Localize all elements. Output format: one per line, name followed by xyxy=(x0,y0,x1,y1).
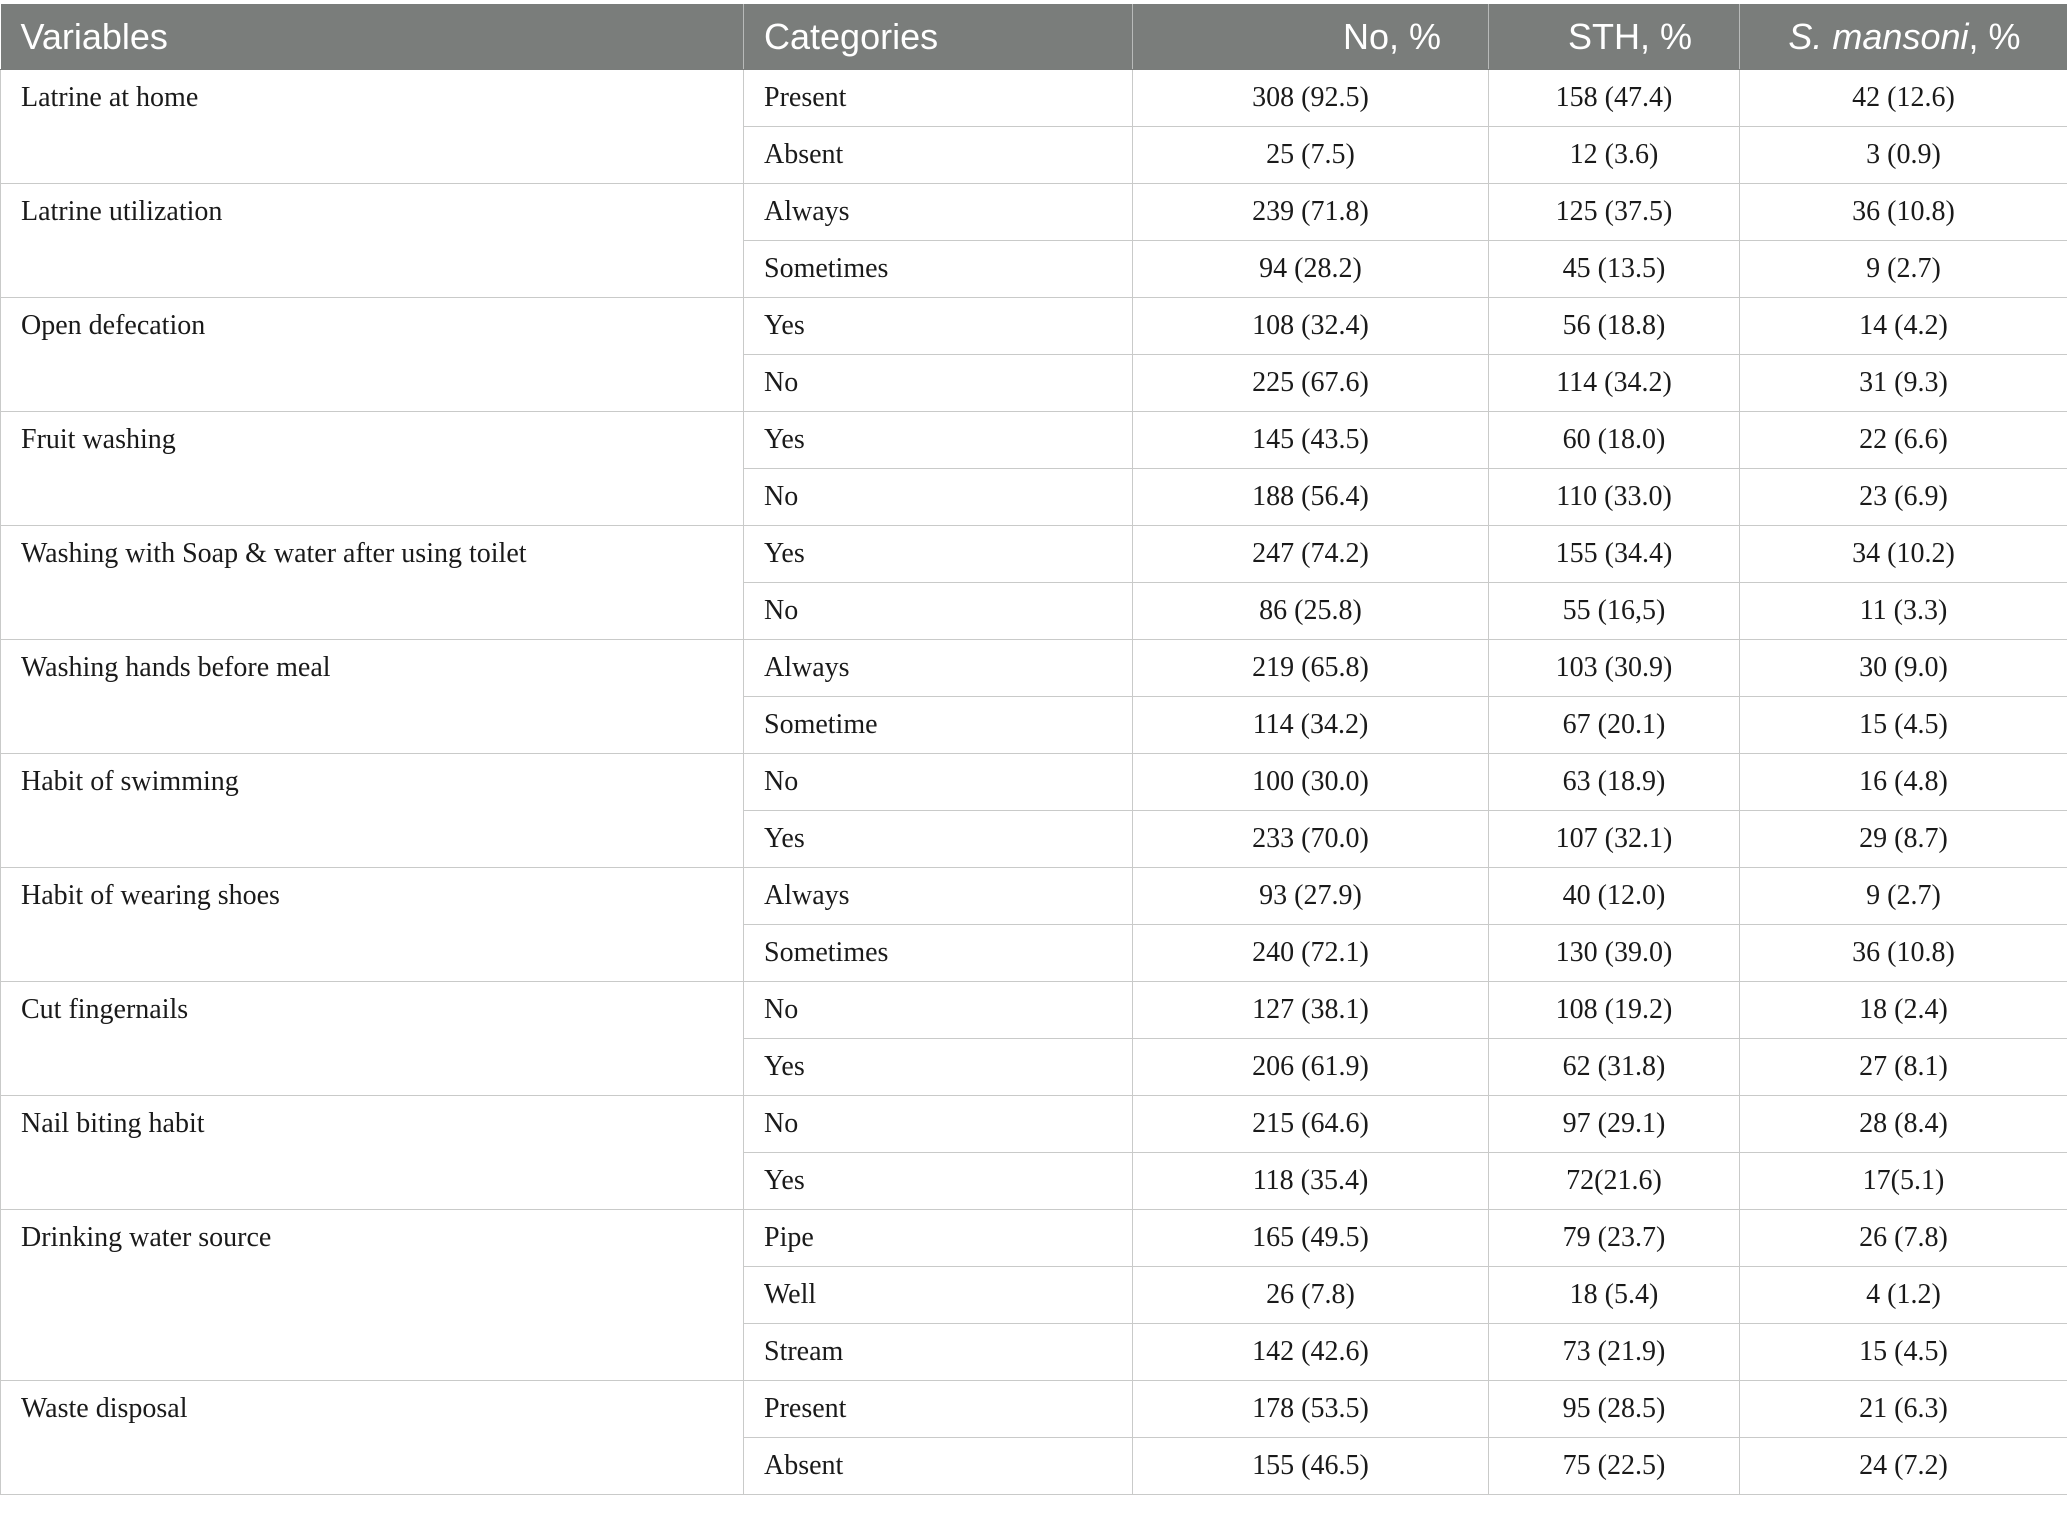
category-cell: Yes xyxy=(744,298,1133,355)
table-row xyxy=(1,412,2067,469)
variable-cell: Latrine at home xyxy=(1,70,744,184)
s-mansoni-percent-cell: 16 (4.8) xyxy=(1740,754,2067,811)
table-row xyxy=(1,526,2067,583)
s-mansoni-percent-cell: 17(5.1) xyxy=(1740,1153,2067,1210)
header-s-mansoni-suffix: , % xyxy=(1968,15,2021,57)
sth-percent-cell: 97 (29.1) xyxy=(1489,1096,1740,1153)
s-mansoni-percent-cell: 31 (9.3) xyxy=(1740,355,2067,412)
no-percent-cell: 114 (34.2) xyxy=(1133,697,1489,754)
table-row xyxy=(1,754,2067,811)
table-body xyxy=(1,70,2067,1495)
sth-percent-cell: 108 (19.2) xyxy=(1489,982,1740,1039)
sth-percent-cell: 55 (16,5) xyxy=(1489,583,1740,640)
category-cell: Absent xyxy=(744,127,1133,184)
category-cell: Present xyxy=(744,1381,1133,1438)
no-percent-cell: 155 (46.5) xyxy=(1133,1438,1489,1495)
variable-cell: Washing hands before meal xyxy=(1,640,744,754)
s-mansoni-percent-cell: 3 (0.9) xyxy=(1740,127,2067,184)
no-percent-cell: 94 (28.2) xyxy=(1133,241,1489,298)
sth-percent-cell: 110 (33.0) xyxy=(1489,469,1740,526)
sth-percent-cell: 45 (13.5) xyxy=(1489,241,1740,298)
category-cell: Yes xyxy=(744,811,1133,868)
s-mansoni-percent-cell: 23 (6.9) xyxy=(1740,469,2067,526)
sth-percent-cell: 75 (22.5) xyxy=(1489,1438,1740,1495)
category-cell: Always xyxy=(744,184,1133,241)
table-header xyxy=(1,4,2067,70)
table-row xyxy=(1,640,2067,697)
no-percent-cell: 142 (42.6) xyxy=(1133,1324,1489,1381)
s-mansoni-percent-cell: 22 (6.6) xyxy=(1740,412,2067,469)
category-cell: Yes xyxy=(744,1153,1133,1210)
s-mansoni-percent-cell: 11 (3.3) xyxy=(1740,583,2067,640)
sth-percent-cell: 103 (30.9) xyxy=(1489,640,1740,697)
no-percent-cell: 178 (53.5) xyxy=(1133,1381,1489,1438)
header-categories: Categories xyxy=(744,4,1133,70)
category-cell: No xyxy=(744,1096,1133,1153)
s-mansoni-percent-cell: 26 (7.8) xyxy=(1740,1210,2067,1267)
no-percent-cell: 108 (32.4) xyxy=(1133,298,1489,355)
variable-cell: Open defecation xyxy=(1,298,744,412)
no-percent-cell: 206 (61.9) xyxy=(1133,1039,1489,1096)
header-sth-percent: STH, % xyxy=(1489,4,1740,70)
table-row xyxy=(1,868,2067,925)
no-percent-cell: 26 (7.8) xyxy=(1133,1267,1489,1324)
category-cell: Yes xyxy=(744,526,1133,583)
s-mansoni-percent-cell: 18 (2.4) xyxy=(1740,982,2067,1039)
s-mansoni-percent-cell: 4 (1.2) xyxy=(1740,1267,2067,1324)
s-mansoni-percent-cell: 28 (8.4) xyxy=(1740,1096,2067,1153)
category-cell: Well xyxy=(744,1267,1133,1324)
no-percent-cell: 118 (35.4) xyxy=(1133,1153,1489,1210)
category-cell: Yes xyxy=(744,412,1133,469)
no-percent-cell: 188 (56.4) xyxy=(1133,469,1489,526)
variable-cell: Cut fingernails xyxy=(1,982,744,1096)
category-cell: Stream xyxy=(744,1324,1133,1381)
sth-percent-cell: 73 (21.9) xyxy=(1489,1324,1740,1381)
s-mansoni-percent-cell: 15 (4.5) xyxy=(1740,1324,2067,1381)
s-mansoni-percent-cell: 24 (7.2) xyxy=(1740,1438,2067,1495)
s-mansoni-percent-cell: 21 (6.3) xyxy=(1740,1381,2067,1438)
s-mansoni-percent-cell: 36 (10.8) xyxy=(1740,925,2067,982)
category-cell: Sometime xyxy=(744,697,1133,754)
s-mansoni-percent-cell: 9 (2.7) xyxy=(1740,241,2067,298)
s-mansoni-percent-cell: 30 (9.0) xyxy=(1740,640,2067,697)
no-percent-cell: 145 (43.5) xyxy=(1133,412,1489,469)
table-row xyxy=(1,1096,2067,1153)
data-table xyxy=(0,4,2067,1495)
header-s-mansoni-italic: S. mansoni xyxy=(1788,15,1969,57)
sth-percent-cell: 114 (34.2) xyxy=(1489,355,1740,412)
table-row xyxy=(1,184,2067,241)
sth-percent-cell: 40 (12.0) xyxy=(1489,868,1740,925)
category-cell: No xyxy=(744,355,1133,412)
header-row xyxy=(1,4,2067,70)
sth-percent-cell: 60 (18.0) xyxy=(1489,412,1740,469)
category-cell: No xyxy=(744,469,1133,526)
sth-percent-cell: 95 (28.5) xyxy=(1489,1381,1740,1438)
table-row xyxy=(1,298,2067,355)
sth-percent-cell: 155 (34.4) xyxy=(1489,526,1740,583)
sth-percent-cell: 67 (20.1) xyxy=(1489,697,1740,754)
no-percent-cell: 93 (27.9) xyxy=(1133,868,1489,925)
category-cell: Present xyxy=(744,70,1133,127)
header-variables: Variables xyxy=(1,4,744,70)
no-percent-cell: 86 (25.8) xyxy=(1133,583,1489,640)
sth-percent-cell: 125 (37.5) xyxy=(1489,184,1740,241)
no-percent-cell: 233 (70.0) xyxy=(1133,811,1489,868)
no-percent-cell: 247 (74.2) xyxy=(1133,526,1489,583)
s-mansoni-percent-cell: 34 (10.2) xyxy=(1740,526,2067,583)
no-percent-cell: 239 (71.8) xyxy=(1133,184,1489,241)
no-percent-cell: 127 (38.1) xyxy=(1133,982,1489,1039)
category-cell: No xyxy=(744,583,1133,640)
s-mansoni-percent-cell: 27 (8.1) xyxy=(1740,1039,2067,1096)
sth-percent-cell: 72(21.6) xyxy=(1489,1153,1740,1210)
variable-cell: Drinking water source xyxy=(1,1210,744,1381)
no-percent-cell: 100 (30.0) xyxy=(1133,754,1489,811)
variable-cell: Habit of swimming xyxy=(1,754,744,868)
sth-percent-cell: 107 (32.1) xyxy=(1489,811,1740,868)
sth-percent-cell: 18 (5.4) xyxy=(1489,1267,1740,1324)
sth-percent-cell: 130 (39.0) xyxy=(1489,925,1740,982)
category-cell: No xyxy=(744,754,1133,811)
sth-percent-cell: 12 (3.6) xyxy=(1489,127,1740,184)
category-cell: Sometimes xyxy=(744,925,1133,982)
table-row xyxy=(1,982,2067,1039)
s-mansoni-percent-cell: 15 (4.5) xyxy=(1740,697,2067,754)
table-row xyxy=(1,1210,2067,1267)
variable-cell: Waste disposal xyxy=(1,1381,744,1495)
s-mansoni-percent-cell: 36 (10.8) xyxy=(1740,184,2067,241)
header-s-mansoni-percent xyxy=(1740,4,2067,70)
sth-percent-cell: 79 (23.7) xyxy=(1489,1210,1740,1267)
category-cell: Always xyxy=(744,868,1133,925)
category-cell: Absent xyxy=(744,1438,1133,1495)
no-percent-cell: 165 (49.5) xyxy=(1133,1210,1489,1267)
variable-cell: Washing with Soap & water after using toilet xyxy=(1,526,744,640)
no-percent-cell: 219 (65.8) xyxy=(1133,640,1489,697)
category-cell: Sometimes xyxy=(744,241,1133,298)
variable-cell: Habit of wearing shoes xyxy=(1,868,744,982)
s-mansoni-percent-cell: 14 (4.2) xyxy=(1740,298,2067,355)
header-no-percent: No, % xyxy=(1133,4,1489,70)
variable-cell: Fruit washing xyxy=(1,412,744,526)
s-mansoni-percent-cell: 29 (8.7) xyxy=(1740,811,2067,868)
no-percent-cell: 308 (92.5) xyxy=(1133,70,1489,127)
category-cell: Always xyxy=(744,640,1133,697)
variable-cell: Latrine utilization xyxy=(1,184,744,298)
variable-cell: Nail biting habit xyxy=(1,1096,744,1210)
category-cell: Pipe xyxy=(744,1210,1133,1267)
sth-percent-cell: 63 (18.9) xyxy=(1489,754,1740,811)
no-percent-cell: 25 (7.5) xyxy=(1133,127,1489,184)
category-cell: Yes xyxy=(744,1039,1133,1096)
sth-percent-cell: 62 (31.8) xyxy=(1489,1039,1740,1096)
s-mansoni-percent-cell: 42 (12.6) xyxy=(1740,70,2067,127)
no-percent-cell: 240 (72.1) xyxy=(1133,925,1489,982)
table-row xyxy=(1,70,2067,127)
category-cell: No xyxy=(744,982,1133,1039)
s-mansoni-percent-cell: 9 (2.7) xyxy=(1740,868,2067,925)
sth-percent-cell: 56 (18.8) xyxy=(1489,298,1740,355)
table-row xyxy=(1,1381,2067,1438)
sth-percent-cell: 158 (47.4) xyxy=(1489,70,1740,127)
no-percent-cell: 225 (67.6) xyxy=(1133,355,1489,412)
no-percent-cell: 215 (64.6) xyxy=(1133,1096,1489,1153)
